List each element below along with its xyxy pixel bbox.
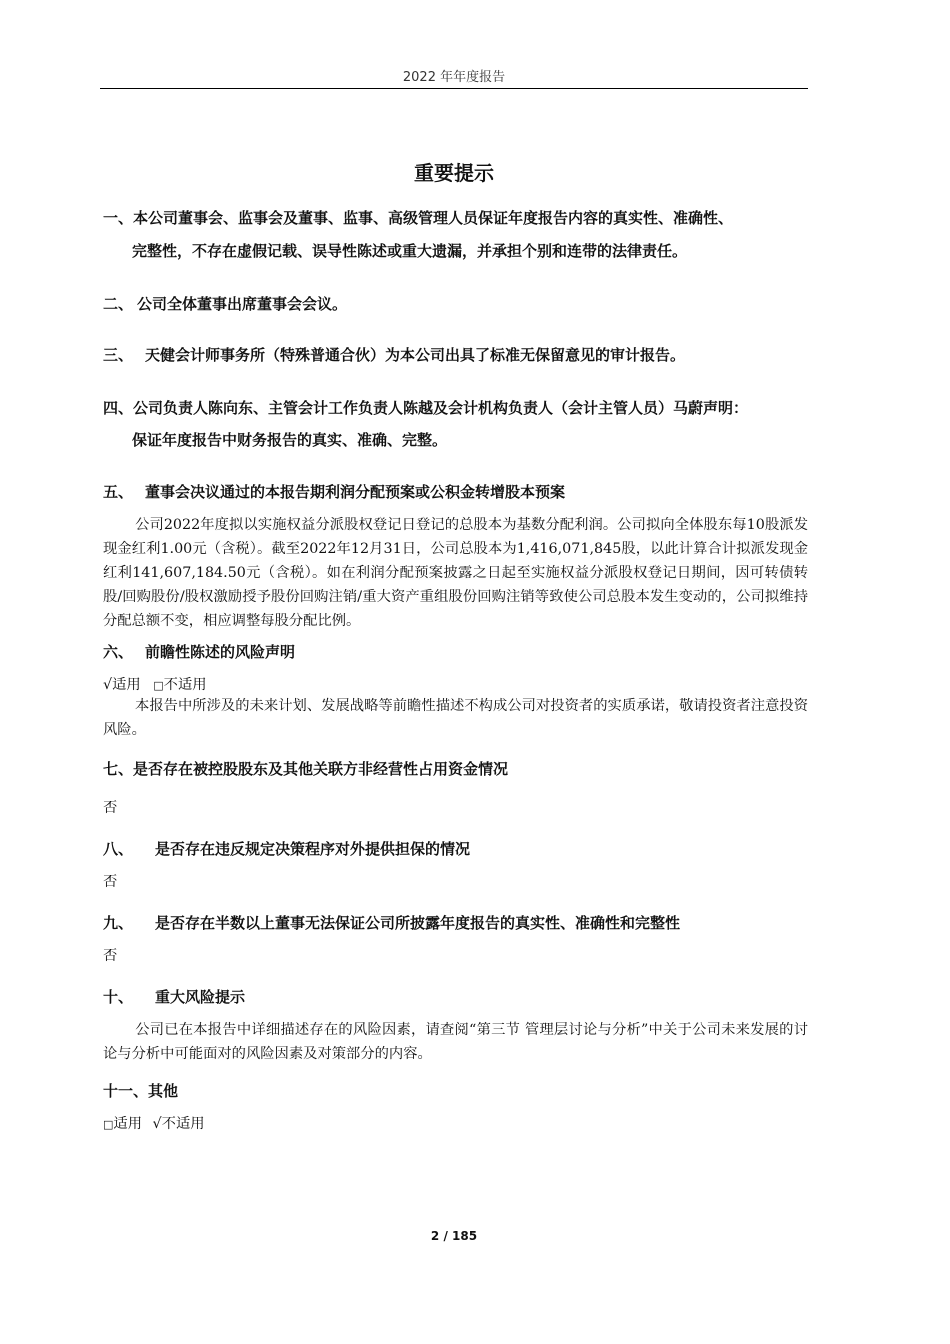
option-not-applicable: 不适用 bbox=[161, 1116, 205, 1132]
checkmark-icon: √ bbox=[103, 677, 113, 693]
section-9-number: 九、 bbox=[103, 914, 134, 932]
section-9-answer: 否 bbox=[103, 948, 118, 964]
section-1-text-line2: 完整性，不存在虚假记载、误导性陈述或重大遗漏，并承担个别和连带的法律责任。 bbox=[132, 242, 688, 260]
section-7-heading bbox=[103, 754, 508, 785]
page-number: 2 / 185 bbox=[430, 1229, 478, 1243]
section-1-heading bbox=[103, 203, 733, 234]
section-3-number: 三、 bbox=[103, 346, 134, 364]
section-7-text: 是否存在被控股股东及其他关联方非经营性占用资金情况 bbox=[133, 760, 509, 778]
section-5-body bbox=[103, 513, 808, 633]
section-11-number: 十一、 bbox=[103, 1082, 149, 1100]
option-not-applicable: 不适用 bbox=[163, 677, 207, 693]
section-4-heading bbox=[103, 393, 748, 424]
section-3-text: 天健会计师事务所（特殊普通合伙）为本公司出具了标准无保留意见的审计报告。 bbox=[145, 346, 686, 364]
checkbox-empty-icon: □ bbox=[103, 1118, 114, 1131]
section-5-number: 五、 bbox=[103, 483, 134, 501]
section-11-heading bbox=[103, 1076, 178, 1107]
section-6-heading bbox=[103, 637, 295, 668]
section-9-text: 是否存在半数以上董事无法保证公司所披露年度报告的真实性、准确性和完整性 bbox=[155, 914, 681, 932]
section-2-number: 二、 bbox=[103, 295, 134, 313]
section-10-body bbox=[103, 1018, 808, 1066]
section-6-text: 前瞻性陈述的风险声明 bbox=[145, 643, 296, 661]
section-11-applicability bbox=[103, 1112, 205, 1137]
section-4-text-line2: 保证年度报告中财务报告的真实、准确、完整。 bbox=[132, 431, 448, 449]
section-10-heading bbox=[103, 982, 245, 1013]
page-header: 2022 年年度报告 bbox=[402, 70, 506, 85]
section-5-heading bbox=[103, 477, 565, 508]
section-5-text: 董事会决议通过的本报告期利润分配预案或公积金转增股本预案 bbox=[145, 483, 566, 501]
section-6-number: 六、 bbox=[103, 643, 134, 661]
section-2-heading bbox=[103, 289, 347, 320]
section-7-answer: 否 bbox=[103, 800, 118, 816]
document-title: 重要提示 bbox=[414, 161, 494, 185]
option-applicable: 适用 bbox=[112, 677, 141, 693]
section-5-body-text: 公司2022年度拟以实施权益分派股权登记日登记的总股本为基数分配利润。公司拟向全体股东每10股派发现金红利1.00元（含税）。截至2022年12月31日，公司总股本为1,416,071,845股，以此计算合计拟派发现金红利141,607,184.50元（含税）。如在利润分配预案披露之日起至实施权益分派股权登记日期间，因可转债转股/回购股份/股权激励授予股份回购注销/重大资产重组股份回购注销等致使公司总股本发生变动的，公司拟维持分配总额不变，相应调整每股分配比例。 bbox=[103, 517, 808, 629]
option-applicable: 适用 bbox=[113, 1116, 142, 1132]
section-8-answer: 否 bbox=[103, 874, 118, 890]
section-6-body bbox=[103, 694, 808, 742]
section-8-text: 是否存在违反规定决策程序对外提供担保的情况 bbox=[155, 840, 471, 858]
section-3-heading bbox=[103, 340, 685, 371]
section-10-body-text: 公司已在本报告中详细描述存在的风险因素，请查阅“第三节 管理层讨论与分析”中关于公司未来发展的讨论与分析中可能面对的风险因素及对策部分的内容。 bbox=[103, 1022, 808, 1062]
section-10-text: 重大风险提示 bbox=[155, 988, 246, 1006]
checkbox-empty-icon: □ bbox=[153, 679, 164, 692]
section-9-heading bbox=[103, 908, 680, 939]
section-1-text-line1: 本公司董事会、监事会及董事、监事、高级管理人员保证年度报告内容的真实性、准确性、 bbox=[133, 209, 734, 227]
section-4-text-line1: 公司负责人陈向东、主管会计工作负责人陈越及会计机构负责人（会计主管人员）马蔚声明： bbox=[133, 399, 749, 417]
section-1-number: 一、 bbox=[103, 209, 134, 227]
section-7-number: 七、 bbox=[103, 760, 134, 778]
section-8-number: 八、 bbox=[103, 840, 134, 858]
section-11-text: 其他 bbox=[148, 1082, 179, 1100]
section-2-text: 公司全体董事出席董事会会议。 bbox=[137, 295, 348, 313]
section-4-number: 四、 bbox=[103, 399, 134, 417]
section-6-body-text: 本报告中所涉及的未来计划、发展战略等前瞻性描述不构成公司对投资者的实质承诺，敬请投资者注意投资风险。 bbox=[103, 698, 808, 738]
section-8-heading bbox=[103, 834, 470, 865]
checkmark-icon: √ bbox=[152, 1116, 162, 1132]
header-divider bbox=[100, 88, 808, 89]
section-10-number: 十、 bbox=[103, 988, 134, 1006]
